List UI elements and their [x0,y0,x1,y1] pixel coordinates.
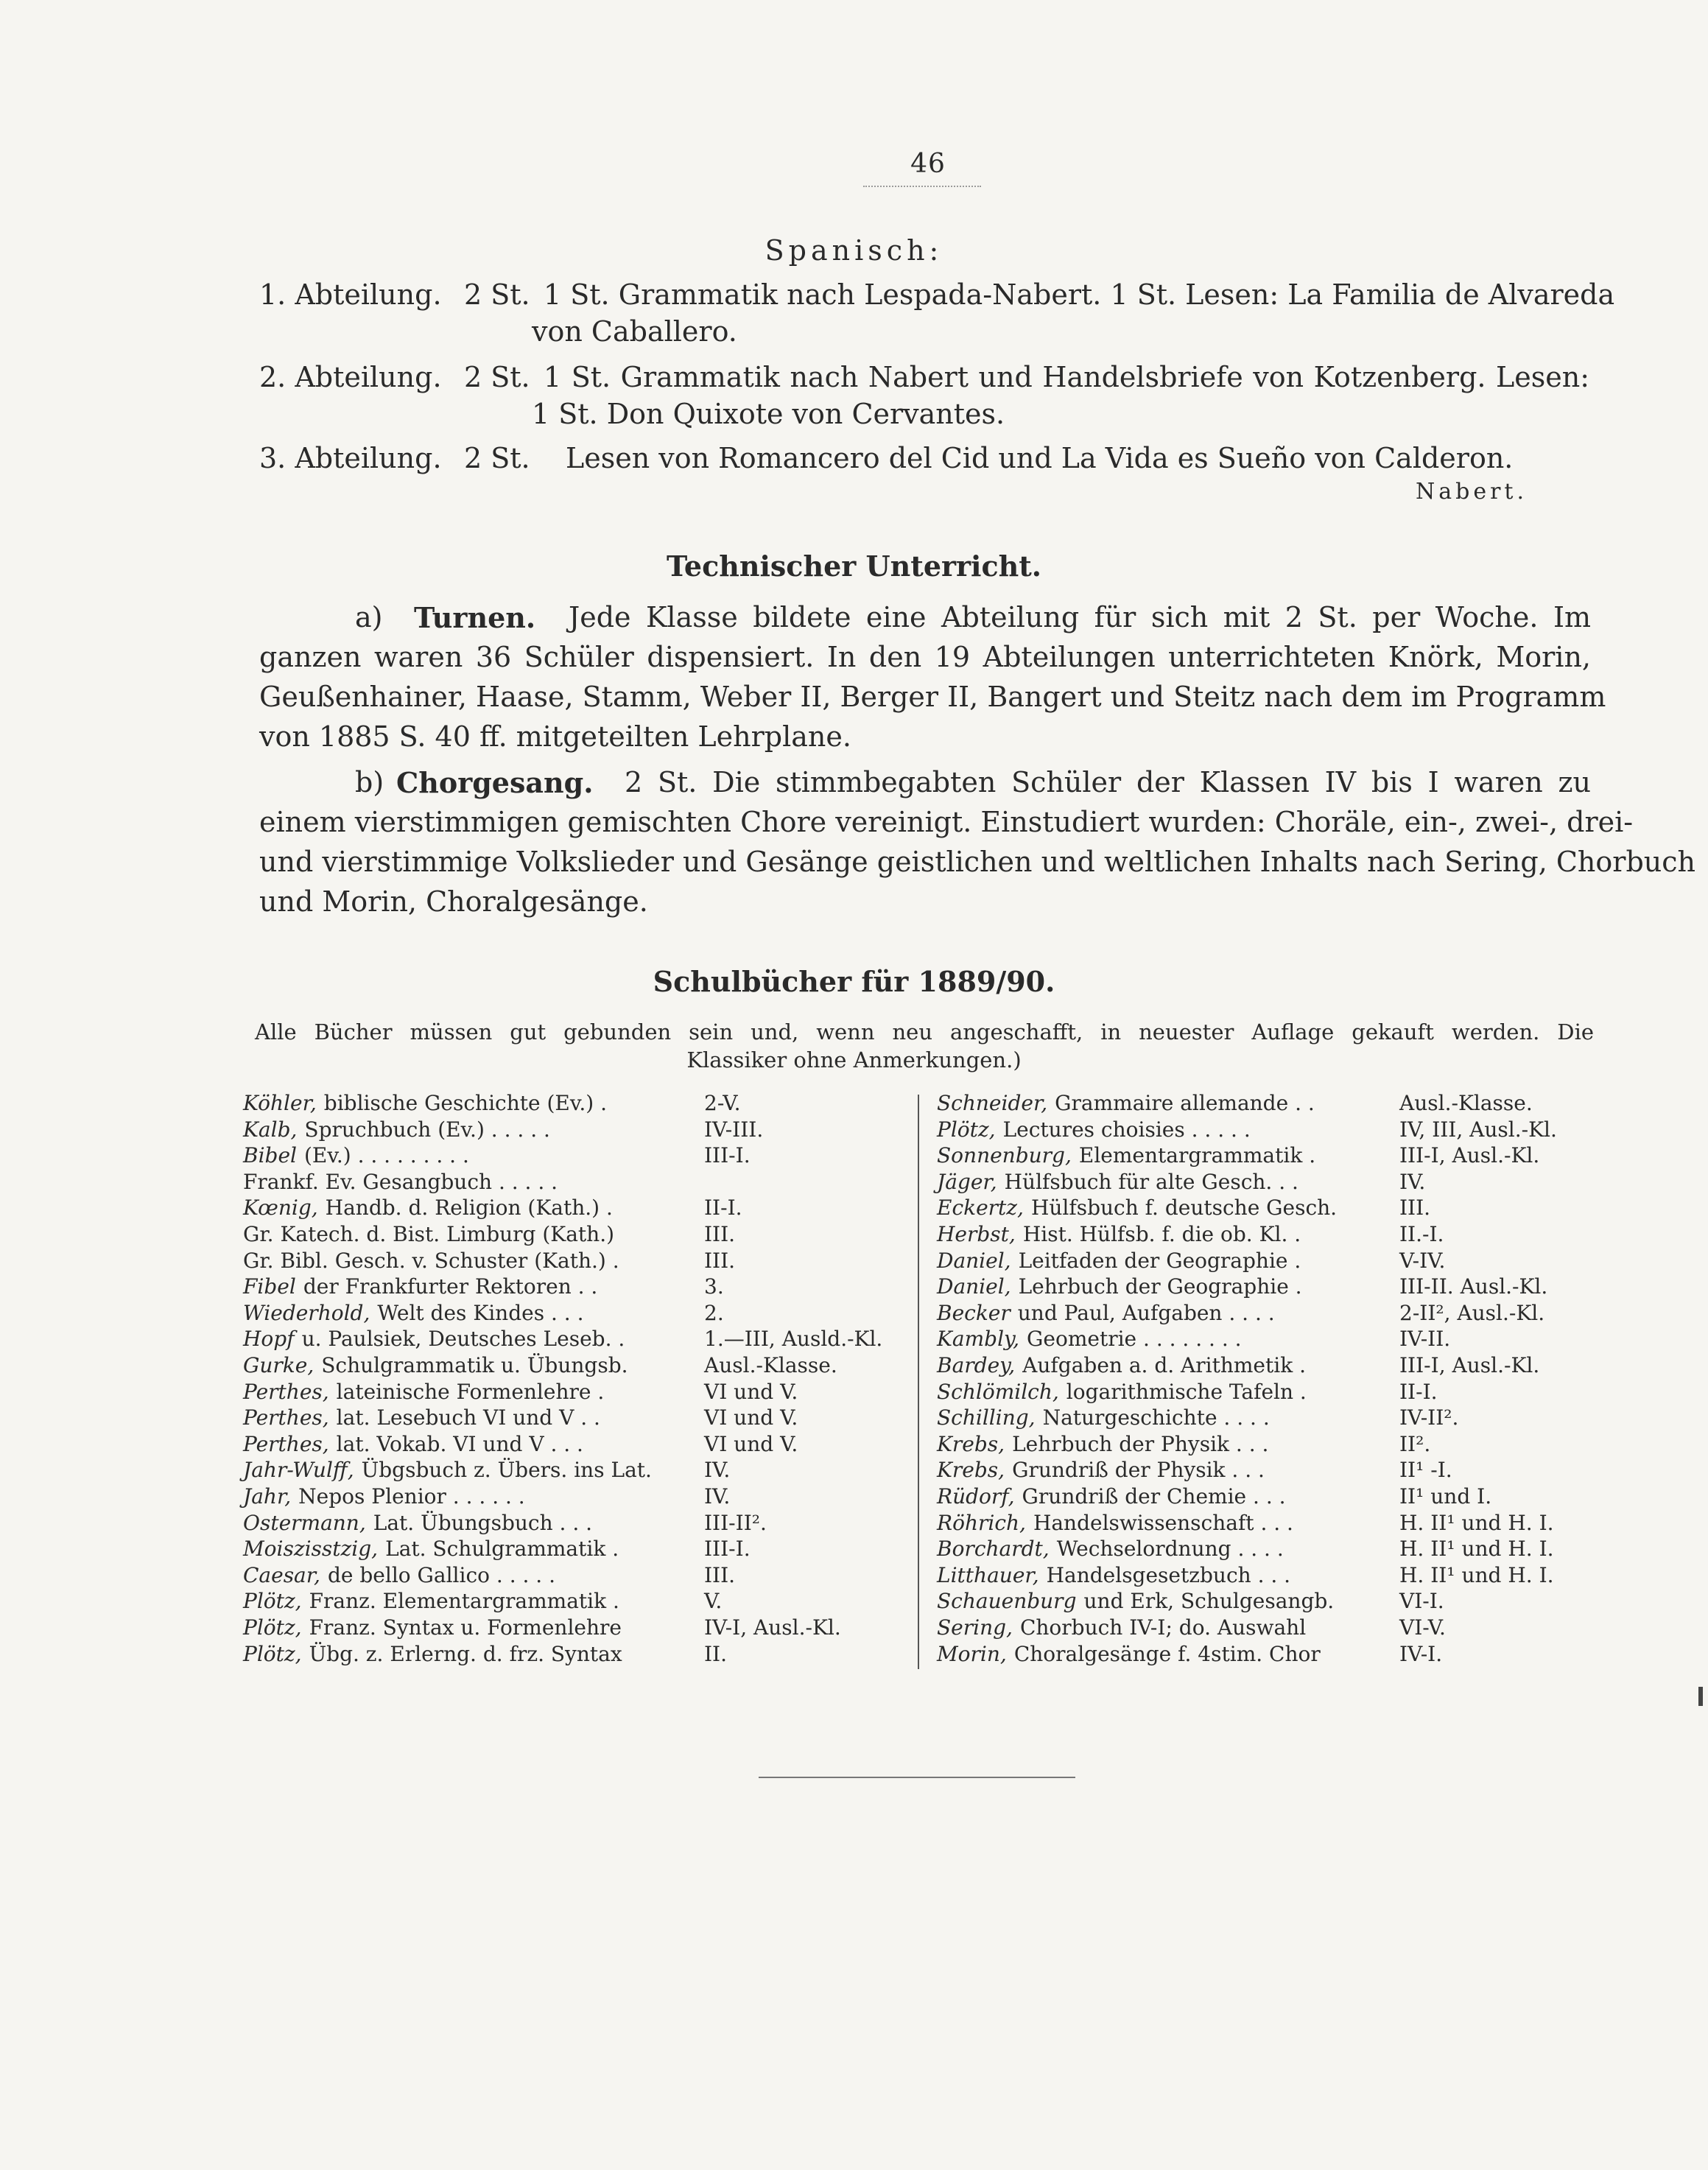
book-row [243,1248,896,1274]
book-classes: 2-V. [704,1091,741,1115]
book-author: Rüdorf, [937,1484,1015,1509]
edge-mark [1698,1687,1703,1706]
book-classes: IV, III, Ausl.-Kl. [1399,1117,1557,1142]
book-row [937,1510,1591,1537]
book-classes: H. II¹ und H. I. [1399,1562,1554,1587]
book-classes: Ausl.-Klasse. [1399,1091,1533,1115]
book-author: Gurke, [243,1353,314,1377]
book-author: Borchardt, [937,1537,1050,1562]
book-row [937,1117,1591,1143]
book-row [243,1510,896,1537]
book-author: Litthauer, [937,1562,1039,1587]
book-row [243,1142,896,1169]
book-row [937,1536,1591,1562]
book-title: Hist. Hülfsb. f. die ob. Kl. . [1022,1222,1301,1246]
book-classes: IV. [704,1458,731,1483]
spanisch-group-1-hours: 2 St. [464,278,530,311]
spanisch-group-2-text-cont: 1 St. Don Quixote von Cervantes. [532,398,1005,430]
spanisch-group-3-label: 3. Abteilung. [259,442,442,474]
book-classes: III. [704,1248,736,1273]
book-row [243,1352,896,1379]
book-author: Eckertz, [937,1195,1024,1221]
book-row [243,1379,896,1405]
book-classes: 2. [704,1300,724,1325]
page-number-rule [863,186,981,187]
book-row [937,1588,1591,1615]
book-author: Ostermann, [243,1510,366,1535]
book-classes: II-I. [1399,1379,1438,1404]
turnen-line-2: ganzen waren 36 Schüler dispensiert. In den 19 Abteilungen unterrichteten Knörk, Morin, [259,641,1591,673]
book-classes: VI und V. [704,1379,798,1404]
schulbuecher-heading: Schulbücher für 1889/90. [653,965,1055,998]
book-row [243,1457,896,1483]
book-title: Handelswissenschaft . . . [1033,1510,1293,1535]
book-row [243,1615,896,1641]
book-title: Lat. Übungsbuch . . . [373,1510,593,1535]
book-title: u. Paulsiek, Deutsches Leseb. . [301,1327,625,1352]
book-title: Chorbuch IV-I; do. Auswahl [1019,1615,1307,1640]
chorgesang-line-4: und Morin, Choralgesänge. [259,885,648,918]
bottom-rule [759,1777,1075,1778]
book-author: Jahr, [243,1484,292,1509]
book-classes: II¹ und I. [1399,1484,1492,1509]
book-row [937,1562,1591,1589]
book-classes: II.-I. [1399,1222,1444,1246]
book-row [937,1405,1591,1431]
book-classes: VI und V. [704,1431,798,1456]
book-title: Übgsbuch z. Übers. ins Lat. [361,1458,652,1483]
book-title: Lehrbuch der Geographie . [1018,1274,1302,1299]
chorgesang-line-2: einem vierstimmigen gemischten Chore vereinigt. Einstudiert wurden: Choräle, ein-, zwei-, drei- [259,806,1634,838]
book-classes: III-I. [704,1537,751,1562]
book-classes: III-I, Ausl.-Kl. [1399,1143,1540,1168]
book-title: Spruchbuch (Ev.) . . . . . [304,1117,550,1142]
book-row [937,1300,1591,1327]
book-title: Grundriß der Physik . . . [1012,1458,1265,1483]
book-row [937,1352,1591,1379]
spanisch-group-2-hours: 2 St. [464,361,530,393]
book-row [937,1379,1591,1405]
book-author: Perthes, [243,1405,329,1430]
chorgesang-title: Chorgesang. [396,766,594,799]
turnen-line-1: Jede Klasse bildete eine Abteilung für sich mit 2 St. per Woche. Im [569,601,1591,633]
book-title: Handb. d. Religion (Kath.) . [325,1195,613,1221]
book-row [937,1195,1591,1221]
book-row [243,1326,896,1352]
book-title: biblische Geschichte (Ev.) . [323,1091,607,1115]
book-classes: V-IV. [1399,1248,1446,1273]
book-author: Sonnenburg, [937,1143,1072,1168]
book-author: Krebs, [937,1458,1005,1483]
book-author: Schlömilch, [937,1379,1059,1404]
book-title: Geometrie . . . . . . . . [1027,1327,1242,1352]
book-author: Röhrich, [937,1510,1026,1535]
book-author: Schauenburg [937,1589,1077,1614]
book-classes: III-II². [704,1510,767,1535]
book-row [243,1536,896,1562]
spanisch-group-2-label: 2. Abteilung. [259,361,442,393]
book-title: Welt des Kindes . . . [377,1300,584,1325]
book-classes: IV-II². [1399,1405,1459,1430]
book-classes: H. II¹ und H. I. [1399,1510,1554,1535]
book-classes: 1.—III, Ausld.-Kl. [704,1327,883,1352]
book-author: Daniel, [937,1248,1011,1273]
book-title: Grammaire allemande . . [1055,1091,1315,1115]
book-author: Becker [937,1300,1011,1325]
spanisch-group-1-text-cont: von Caballero. [532,315,737,348]
book-row [243,1090,896,1117]
book-title: Grundriß der Chemie . . . [1022,1484,1286,1509]
book-classes: IV. [704,1484,731,1509]
book-author: Plötz, [243,1589,302,1614]
book-title: Schulgrammatik u. Übungsb. [321,1353,628,1377]
book-title: Nepos Plenior . . . . . . [298,1484,525,1509]
turnen-prefix: a) [355,601,383,633]
book-title: lat. Vokab. VI und V . . . [336,1431,583,1456]
book-title: Lehrbuch der Physik . . . [1012,1431,1269,1456]
spanisch-group-1-label: 1. Abteilung. [259,278,442,311]
book-classes: III-II. Ausl.-Kl. [1399,1274,1548,1299]
book-author: Sering, [937,1615,1013,1640]
book-author: Bibel [243,1143,297,1168]
book-title: Aufgaben a. d. Arithmetik . [1022,1353,1306,1377]
book-title: der Frankfurter Rektoren . . [303,1274,598,1299]
turnen-line-3: Geußenhainer, Haase, Stamm, Weber II, Berger II, Bangert und Steitz nach dem im Programm [259,681,1606,713]
book-title: Naturgeschichte . . . . [1042,1405,1270,1430]
book-title: und Erk, Schulgesangb. [1083,1589,1335,1614]
book-author: Hopf [243,1327,295,1352]
book-author: Kœnig, [243,1195,318,1221]
book-title: Leitfaden der Geographie . [1018,1248,1301,1273]
book-row [243,1431,896,1458]
chorgesang-line-1: 2 St. Die stimmbegabten Schüler der Klassen IV bis I waren zu [625,766,1591,798]
book-classes: VI-I. [1399,1589,1444,1614]
book-classes: VI-V. [1399,1615,1446,1640]
book-row [937,1142,1591,1169]
chorgesang-line-3: und vierstimmige Volkslieder und Gesänge geistlichen und weltlichen Inhalts nach Sering, Chorbuch [259,846,1696,878]
book-row [243,1641,896,1668]
book-author: Perthes, [243,1379,329,1404]
book-title: Franz. Syntax u. Formenlehre [309,1615,622,1640]
book-classes: II. [704,1641,728,1666]
book-classes: III. [704,1562,736,1587]
book-author: Plötz, [243,1641,302,1666]
schulbuecher-note-line-1: Alle Bücher müssen gut gebunden sein und, wenn neu angeschafft, in neuester Auflage gekauft werden. Die [255,1019,1594,1044]
book-row [243,1562,896,1589]
spanisch-group-3-text: Lesen von Romancero del Cid und La Vida es Sueño von Calderon. [566,442,1514,474]
book-classes: IV-II. [1399,1327,1451,1352]
book-author: Jäger, [937,1169,997,1194]
book-row [243,1221,896,1248]
book-author: Fibel [243,1274,296,1299]
book-classes: IV-I, Ausl.-Kl. [704,1615,841,1640]
book-author: Plötz, [937,1117,996,1142]
book-title: Lectures choisies . . . . . [1002,1117,1251,1142]
book-row [937,1090,1591,1117]
book-row [937,1615,1591,1641]
book-author: Kalb, [243,1117,298,1142]
book-classes: III-I. [704,1143,751,1168]
book-row [243,1405,896,1431]
book-title: Gr. Katech. d. Bist. Limburg (Kath.) [243,1222,615,1246]
book-title: Lat. Schulgrammatik . [385,1537,619,1562]
book-row [243,1117,896,1143]
book-title: lateinische Formenlehre . [336,1379,605,1404]
book-classes: II-I. [704,1195,742,1221]
book-author: Krebs, [937,1431,1005,1456]
book-title: Gr. Bibl. Gesch. v. Schuster (Kath.) . [243,1248,619,1273]
book-title: Hülfsbuch für alte Gesch. . . [1004,1169,1298,1194]
book-title: und Paul, Aufgaben . . . . [1017,1300,1275,1325]
book-author: Kambly, [937,1327,1020,1352]
spanisch-group-2-text: 1 St. Grammatik nach Nabert und Handelsbriefe von Kotzenberg. Lesen: [544,361,1589,393]
book-title: Hülfsbuch f. deutsche Gesch. [1030,1195,1338,1221]
book-title: (Ev.) . . . . . . . . . [303,1143,469,1168]
technischer-heading: Technischer Unterricht. [666,549,1042,583]
book-row [937,1248,1591,1274]
book-classes: III-I, Ausl.-Kl. [1399,1353,1540,1377]
book-row [937,1326,1591,1352]
book-classes: II¹ -I. [1399,1458,1452,1483]
book-author: Perthes, [243,1431,329,1456]
spanisch-group-1-text: 1 St. Grammatik nach Lespada-Nabert. 1 St. Lesen: La Familia de Alvareda [544,278,1615,311]
book-title: Elementargrammatik . [1078,1143,1316,1168]
book-title: Handelsgesetzbuch . . . [1046,1562,1291,1587]
book-row [243,1195,896,1221]
book-classes: IV-III. [704,1117,764,1142]
page-number: 46 [910,149,946,179]
book-row [937,1431,1591,1458]
book-row [243,1169,896,1195]
book-row [243,1274,896,1300]
book-title: de bello Gallico . . . . . [327,1562,555,1587]
book-classes: IV-I. [1399,1641,1443,1666]
book-classes: IV. [1399,1169,1426,1194]
book-row [937,1483,1591,1510]
turnen-title: Turnen. [414,601,536,634]
book-classes: 3. [704,1274,724,1299]
book-author: Bardey, [937,1353,1016,1377]
book-author: Jahr-Wulff, [243,1458,354,1483]
book-author: Schilling, [937,1405,1036,1430]
book-author: Daniel, [937,1274,1011,1299]
book-classes: II². [1399,1431,1431,1456]
book-author: Moiszisstzig, [243,1537,379,1562]
book-title: Franz. Elementargrammatik . [309,1589,619,1614]
book-row [937,1641,1591,1668]
book-author: Wiederhold, [243,1300,370,1325]
book-classes: 2-II², Ausl.-Kl. [1399,1300,1545,1325]
book-row [937,1457,1591,1483]
book-row [243,1588,896,1615]
book-author: Schneider, [937,1091,1048,1115]
turnen-line-4: von 1885 S. 40 ff. mitgeteilten Lehrplane. [259,720,851,753]
book-author: Morin, [937,1641,1007,1666]
book-classes: III. [704,1222,736,1246]
book-author: Plötz, [243,1615,302,1640]
book-classes: H. II¹ und H. I. [1399,1537,1554,1562]
book-title: Choralgesänge f. 4stim. Chor [1013,1641,1321,1666]
schulbuecher-note-line-2: Klassiker ohne Anmerkungen.) [686,1047,1022,1072]
book-title: lat. Lesebuch VI und V . . [336,1405,600,1430]
book-author: Herbst, [937,1222,1016,1246]
book-classes: III. [1399,1195,1431,1221]
book-title: Frankf. Ev. Gesangbuch . . . . . [243,1169,558,1194]
book-author: Köhler, [243,1091,317,1115]
book-title: Wechselordnung . . . . [1056,1537,1284,1562]
book-classes: VI und V. [704,1405,798,1430]
book-row [937,1221,1591,1248]
book-row [243,1300,896,1327]
book-row [243,1483,896,1510]
column-divider [918,1095,919,1669]
chorgesang-prefix: b) [355,766,384,798]
book-classes: Ausl.-Klasse. [704,1353,837,1377]
spanisch-group-3-hours: 2 St. [464,442,530,474]
spanisch-heading: Spanisch: [765,234,943,267]
book-row [937,1274,1591,1300]
book-classes: V. [704,1589,723,1614]
book-title: logarithmische Tafeln . [1066,1379,1307,1404]
book-author: Caesar, [243,1562,320,1587]
spanisch-teacher: Nabert. [1416,479,1528,505]
book-row [937,1169,1591,1195]
book-title: Übg. z. Erlerng. d. frz. Syntax [309,1641,622,1666]
